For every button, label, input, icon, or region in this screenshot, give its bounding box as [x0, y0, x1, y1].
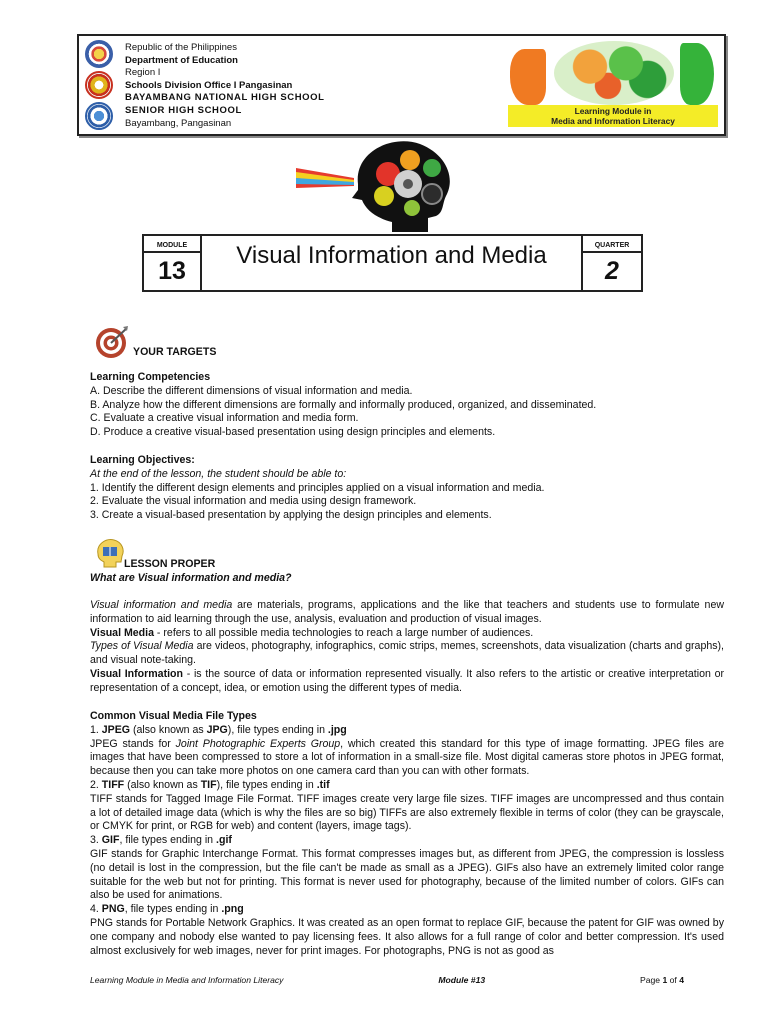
term: Visual information and media	[90, 599, 233, 611]
list-number: 4.	[90, 903, 102, 916]
term: Types of Visual Media	[90, 640, 194, 653]
orange-face-icon	[510, 49, 546, 105]
heading-text: ), file types ending in	[216, 778, 317, 791]
lesson-question: What are Visual information and media?	[90, 572, 292, 584]
term: Visual Media	[90, 626, 154, 639]
footer-page-number	[640, 974, 684, 988]
target-icon	[95, 325, 129, 359]
list-number: 2.	[90, 778, 102, 791]
format-name: GIF	[101, 834, 120, 847]
page-footer	[90, 974, 684, 988]
letterhead	[77, 34, 726, 136]
competency-item: A. Describe the different dimensions of visual information and media.	[90, 384, 413, 397]
seal-group	[85, 40, 115, 133]
total-pages: 4	[679, 975, 684, 985]
format-alias: TIF	[200, 778, 217, 791]
competencies-heading: Learning Competencies	[90, 371, 211, 383]
heading-text: (also known as	[124, 778, 201, 791]
head-gears-illustration	[296, 138, 468, 234]
book-head-icon	[94, 538, 126, 568]
file-type-description: GIF stands for Graphic Interchange Format. This format compresses images but, as different from JPEG, the compression is lossless (no detail is lost in the compression, but the file can't be made as small as a JPEG). GIFs also have an extremely limited color range suitable for the web but not for printing. This format is never used for photography, because of the limited number of colors. GIFs can also be used for animations.	[90, 847, 724, 902]
banner-label	[508, 105, 718, 127]
file-type-heading	[90, 779, 724, 793]
heading-text: , file types ending in	[124, 903, 222, 916]
module-title: Visual Information and Media	[202, 236, 583, 290]
definition-text: - refers to all possible media technologies to reach a large number of audiences.	[153, 626, 534, 639]
file-extension: .tif	[316, 778, 330, 791]
file-extension: .gif	[216, 834, 232, 847]
definition-text: are videos, photography, infographics, comic strips, memes, screenshots, data visualization (charts and graphs), and visual note-taking.	[90, 640, 724, 667]
file-type-description: TIFF stands for Tagged Image File Format. TIFF images create very large file sizes. TIFF images are uncompressed and thus contain a lot of detailed image data (which is why the files are so big) TIFFs are also extremely flexible in terms of color (they can be grayscale, or CMYK for print, or RGB for web) and content (layers, image tags).	[90, 792, 724, 833]
school-line: BAYAMBANG NATIONAL HIGH SCHOOL	[125, 92, 325, 104]
division-line: Schools Division Office I Pangasinan	[125, 79, 293, 91]
competency-item: B. Analyze how the different dimensions are formally and informally produced, organized, and disseminated.	[90, 398, 597, 411]
module-banner	[508, 39, 718, 131]
letterhead-text	[125, 42, 325, 130]
definition-paragraph	[90, 668, 724, 696]
file-types-heading: Common Visual Media File Types	[90, 710, 257, 722]
definition-text: - is the source of data or information represented visually. It also refers to the artistic or creative interpretation or representation of a concept, idea, or emotion using the different types of media.	[90, 667, 724, 694]
format-name: JPEG	[101, 723, 131, 736]
description-text: , which created this standard for this type of image formatting. JPEG files are images that have been compressed to store a lot of information in a small-size file. Most digital cameras store photos in JPEG format, because then you can take more photos on one camera card than you can with other formats.	[90, 737, 724, 778]
term: Visual Information	[90, 667, 183, 680]
green-face-icon	[680, 43, 714, 105]
module-number: 13	[158, 257, 186, 285]
module-label: MODULE	[144, 236, 200, 253]
list-number: 3.	[90, 834, 102, 847]
page-text: Page	[640, 975, 663, 985]
word-cloud-icon	[554, 41, 674, 105]
objectives-heading: Learning Objectives:	[90, 454, 195, 466]
definition-paragraph	[90, 640, 724, 668]
lesson-body	[90, 599, 724, 696]
competencies-section	[90, 371, 724, 440]
competency-item: D. Produce a creative visual-based presentation using design principles and elements.	[90, 426, 496, 439]
division-seal-icon	[85, 71, 113, 99]
objective-item: 1. Identify the different design elements and principles applied on a visual information and media.	[90, 481, 545, 494]
file-type-description	[90, 738, 724, 779]
file-type-description: PNG stands for Portable Network Graphics. It was created as an open format to replace GIF, because the patent for GIF was owned by one company and nobody else wanted to pay licensing fees. It also allows for a full range of color and better compression. It's used almost exclusively for web images, never for print images. For photographs, PNG is not as good as	[90, 916, 724, 957]
format-alias: JPG	[206, 723, 228, 736]
quarter-label: QUARTER	[583, 236, 641, 253]
department-line: Department of Education	[125, 54, 238, 66]
banner-line-1: Learning Module in	[574, 106, 652, 116]
definition-text: are materials, programs, applications and the like that teachers and students use to formulate new information to aid learning through the use, analysis, evaluation and production of visual images.	[90, 599, 724, 625]
competency-item: C. Evaluate a creative visual information and media form.	[90, 412, 359, 425]
shs-line: SENIOR HIGH SCHOOL	[125, 104, 242, 116]
lesson-heading: LESSON PROPER	[124, 558, 216, 570]
heading-text: (also known as	[130, 723, 207, 736]
location-line: Bayambang, Pangasinan	[125, 117, 232, 129]
format-name: TIFF	[101, 778, 125, 791]
footer-module-title: Learning Module in Media and Information Literacy	[90, 975, 284, 985]
file-extension: .jpg	[327, 723, 347, 736]
footer-module-number: Module #13	[438, 975, 486, 985]
file-type-heading	[90, 903, 724, 917]
current-page: 1	[662, 975, 668, 985]
file-type-heading	[90, 724, 724, 738]
school-seal-icon	[85, 102, 113, 130]
definition-paragraph	[90, 599, 724, 627]
description-term: Joint Photographic Experts Group	[175, 737, 341, 750]
format-name: PNG	[101, 903, 125, 916]
banner-line-2: Media and Information Literacy	[551, 116, 675, 126]
module-title-box	[142, 234, 643, 292]
objective-item: 2. Evaluate the visual information and media using design framework.	[90, 495, 417, 508]
file-extension: .png	[221, 903, 244, 916]
file-types-section	[90, 710, 724, 958]
file-type-heading	[90, 834, 724, 848]
quarter-number: 2	[605, 257, 619, 285]
targets-heading: YOUR TARGETS	[133, 346, 217, 358]
heading-text: , file types ending in	[119, 834, 217, 847]
deped-seal-icon	[85, 40, 113, 68]
quarter-cell	[583, 236, 641, 290]
objectives-intro: At the end of the lesson, the student should be able to:	[90, 467, 347, 480]
heading-text: ), file types ending in	[227, 723, 328, 736]
description-text: JPEG stands for	[90, 737, 176, 750]
page-text: of	[667, 975, 680, 985]
objective-item: 3. Create a visual-based presentation by applying the design principles and elements.	[90, 509, 492, 522]
republic-line: Republic of the Philippines	[125, 42, 237, 53]
region-line: Region I	[125, 67, 161, 79]
objectives-section	[90, 454, 724, 523]
module-cell	[144, 236, 202, 290]
list-number: 1.	[90, 723, 102, 736]
definition-paragraph	[90, 627, 724, 641]
